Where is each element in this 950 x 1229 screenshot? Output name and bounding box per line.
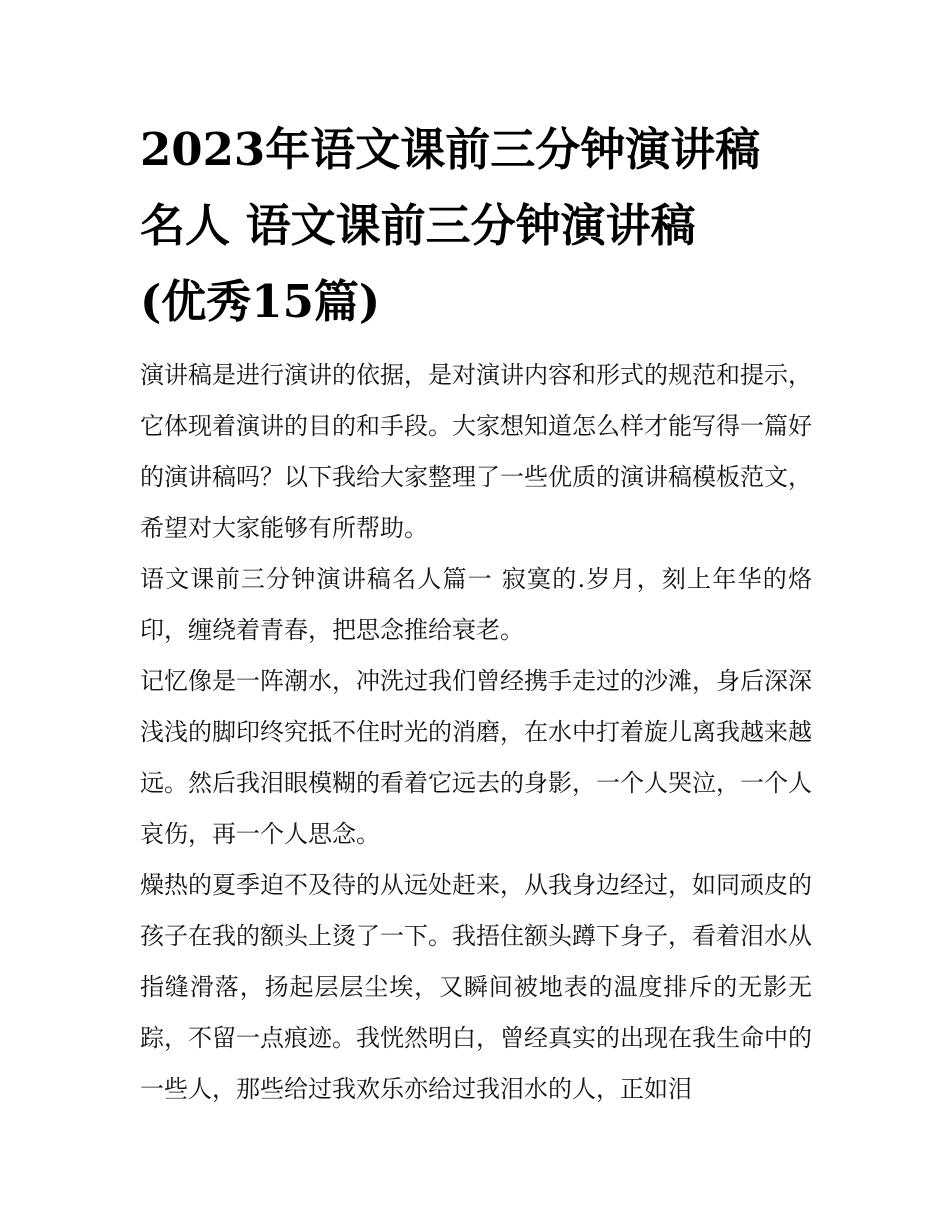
title-line-2: 名人 语文课前三分钟演讲稿: [140, 199, 696, 252]
paragraph-section-one-opening: 语文课前三分钟演讲稿名人篇一 寂寞的.岁月，刻上年华的烙印，缠绕着青春，把思念推给衰老。: [140, 565, 812, 644]
paragraph-intro: 演讲稿是进行演讲的依据，是对演讲内容和形式的规范和提示，它体现着演讲的目的和手段。大家想知道怎么样才能写得一篇好的演讲稿吗？以下我给大家整理了一些优质的演讲稿模板范文，希望对大家能够有所帮助。: [140, 361, 812, 542]
paragraph-memory: 记忆像是一阵潮水，冲洗过我们曾经携手走过的沙滩，身后深深浅浅的脚印终究抵不住时光的消磨，在水中打着旋儿离我越来越远。然后我泪眼模糊的看着它远去的身影，一个人哭泣，一个人哀伤，再一个人思念。: [140, 667, 812, 848]
title-line-3: (优秀15篇): [140, 275, 381, 328]
paragraph-summer: 燥热的夏季迫不及待的从远处赶来，从我身边经过，如同顽皮的孩子在我的额头上烫了一下。我捂住额头蹲下身子，看着泪水从指缝滑落，扬起层层尘埃，又瞬间被地表的温度排斥的无影无踪，不留一点痕迹。我恍然明白，曾经真实的出现在我生命中的一些人，那些给过我欢乐亦给过我泪水的人，正如泪: [140, 871, 812, 1103]
document-content: [140, 112, 812, 1115]
title-line-1: 2023年语文课前三分钟演讲稿: [140, 123, 761, 176]
document-title: [140, 112, 812, 340]
